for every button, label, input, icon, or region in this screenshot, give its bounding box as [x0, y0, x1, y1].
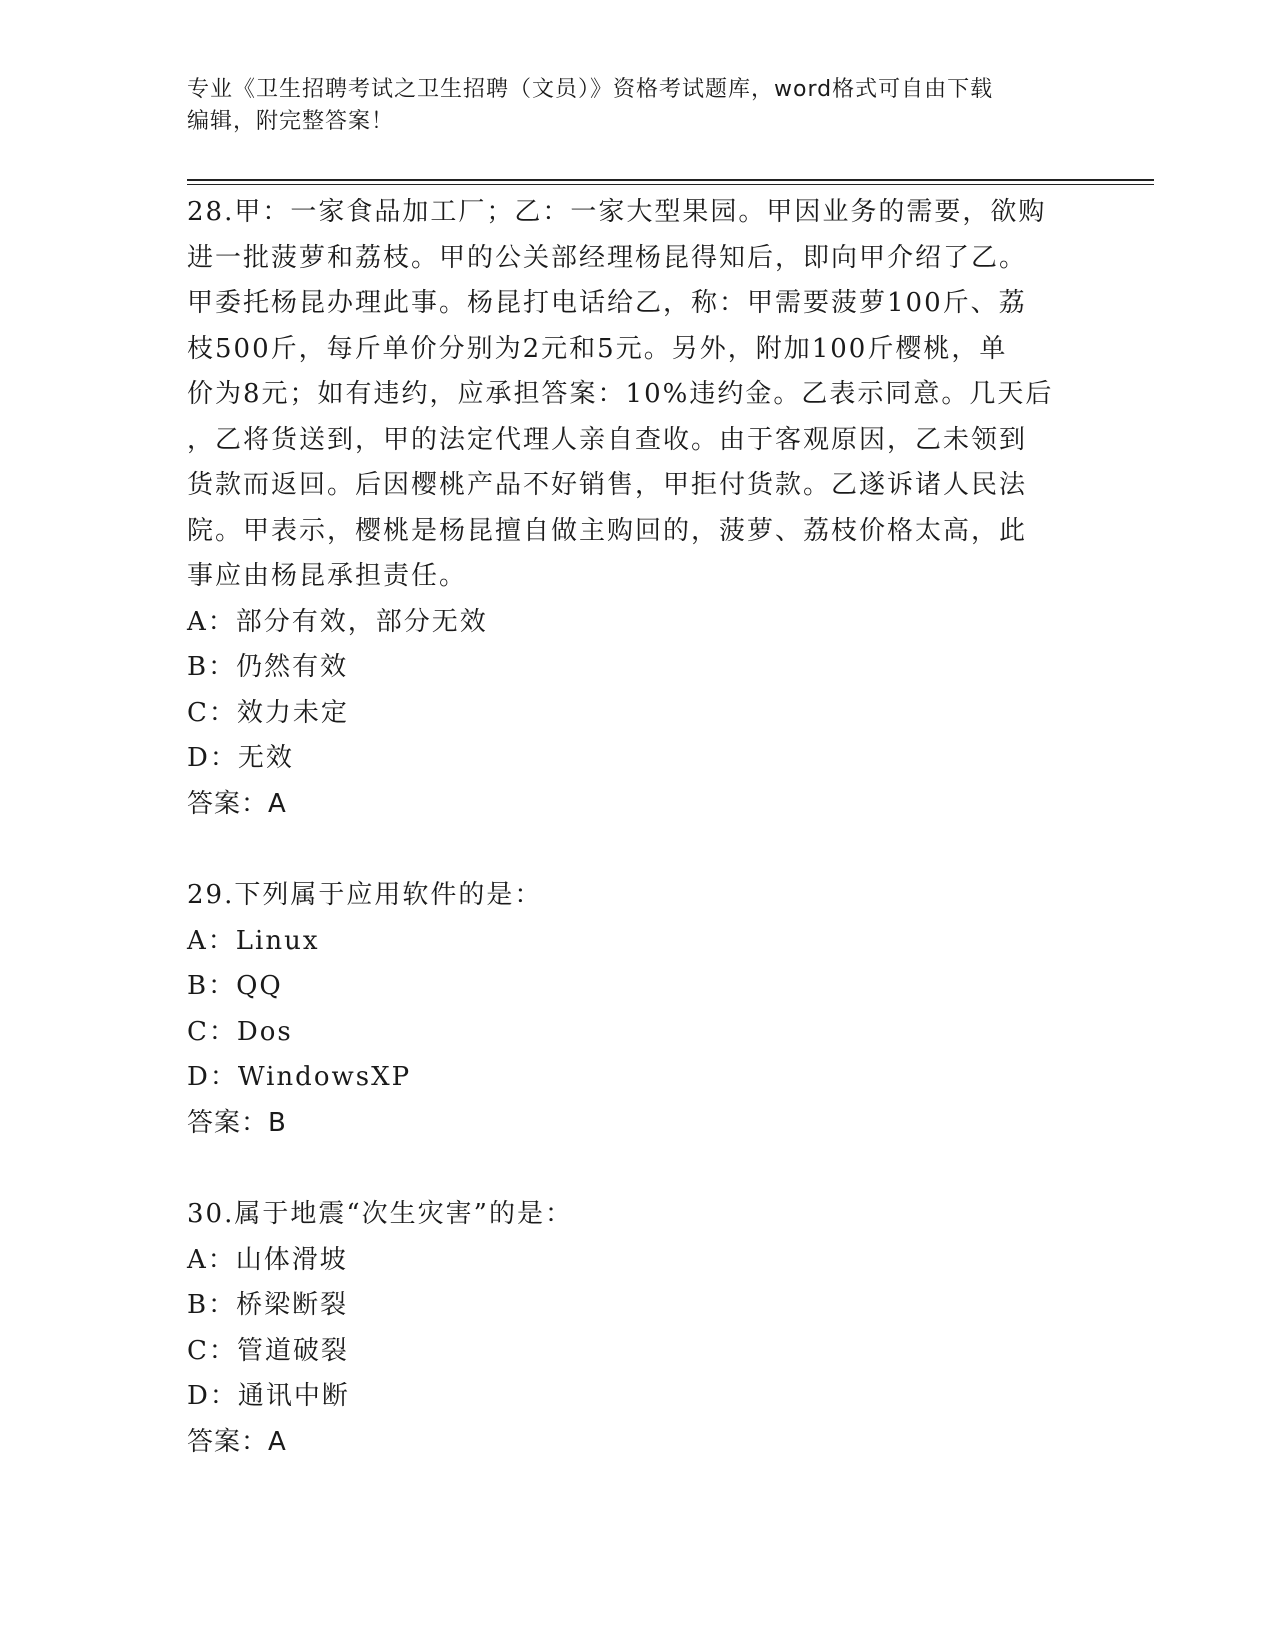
- option-b: B：仍然有效: [187, 652, 349, 682]
- question-number: 30.: [187, 1199, 235, 1229]
- question-text-line: 枝500斤，每斤单价分别为2元和5元。另外，附加100斤樱桃，单: [187, 333, 1008, 364]
- question-text-line: ，乙将货送到，甲的法定代理人亲自查收。由于客观原因，乙未领到: [187, 424, 1028, 455]
- option-d: D：通讯中断: [187, 1381, 350, 1411]
- question-number: 28.: [187, 197, 235, 227]
- option-d: D：WindowsXP: [187, 1062, 412, 1092]
- document-header: [187, 74, 1067, 138]
- question-text-line: 进一批菠萝和荔枝。甲的公关部经理杨昆得知后，即向甲介绍了乙。: [187, 242, 1028, 273]
- option-c: C：效力未定: [187, 697, 349, 728]
- question-number: 29.: [187, 880, 235, 910]
- question-text-line: 价为8元；如有违约，应承担答案：10%违约金。乙表示同意。几天后: [187, 379, 1054, 409]
- option-b: B：桥梁断裂: [187, 1290, 349, 1320]
- header-line-1: 专业《卫生招聘考试之卫生招聘（文员）》资格考试题库，word格式可自由下载: [187, 77, 994, 102]
- question-spacer: [187, 1146, 1087, 1192]
- option-c: C：管道破裂: [187, 1335, 349, 1366]
- question-spacer: [187, 827, 1087, 873]
- question-29: [187, 873, 1087, 1146]
- question-text-line: 货款而返回。后因樱桃产品不好销售，甲拒付货款。乙遂诉诸人民法: [187, 470, 1028, 500]
- header-divider-thin: [187, 184, 1154, 185]
- question-stem: [187, 190, 1087, 236]
- question-stem: [187, 873, 1087, 919]
- option-a: A：山体滑坡: [187, 1244, 348, 1275]
- question-30: [187, 1192, 1087, 1465]
- question-text-line: 事应由杨昆承担责任。: [187, 561, 468, 591]
- option-a: A：Linux: [187, 925, 320, 956]
- option-d: D：无效: [187, 743, 294, 773]
- question-text-line: 甲委托杨昆办理此事。杨昆打电话给乙，称：甲需要菠萝100斤、荔: [187, 288, 1027, 318]
- header-line-2: 编辑，附完整答案！: [187, 109, 395, 134]
- answer-key: 答案：B: [187, 1107, 287, 1138]
- answer-key: 答案：A: [187, 1426, 287, 1457]
- question-text-line: 院。甲表示，樱桃是杨昆擅自做主购回的，菠萝、荔枝价格太高，此: [187, 515, 1028, 546]
- question-text-line: 下列属于应用软件的是：: [234, 880, 543, 910]
- option-b: B：QQ: [187, 971, 283, 1001]
- option-c: C：Dos: [187, 1016, 293, 1047]
- answer-key: 答案：A: [187, 788, 287, 819]
- question-list: [187, 190, 1087, 1465]
- question-28: [187, 190, 1087, 827]
- option-a: A：部分有效，部分无效: [187, 606, 488, 637]
- question-text-line: 甲：一家食品加工厂；乙：一家大型果园。甲因业务的需要，欲购: [234, 197, 1047, 227]
- question-stem: [187, 1192, 1087, 1238]
- header-divider-thick: [187, 179, 1154, 181]
- question-text-line: 属于地震“次生灾害”的是：: [234, 1199, 573, 1229]
